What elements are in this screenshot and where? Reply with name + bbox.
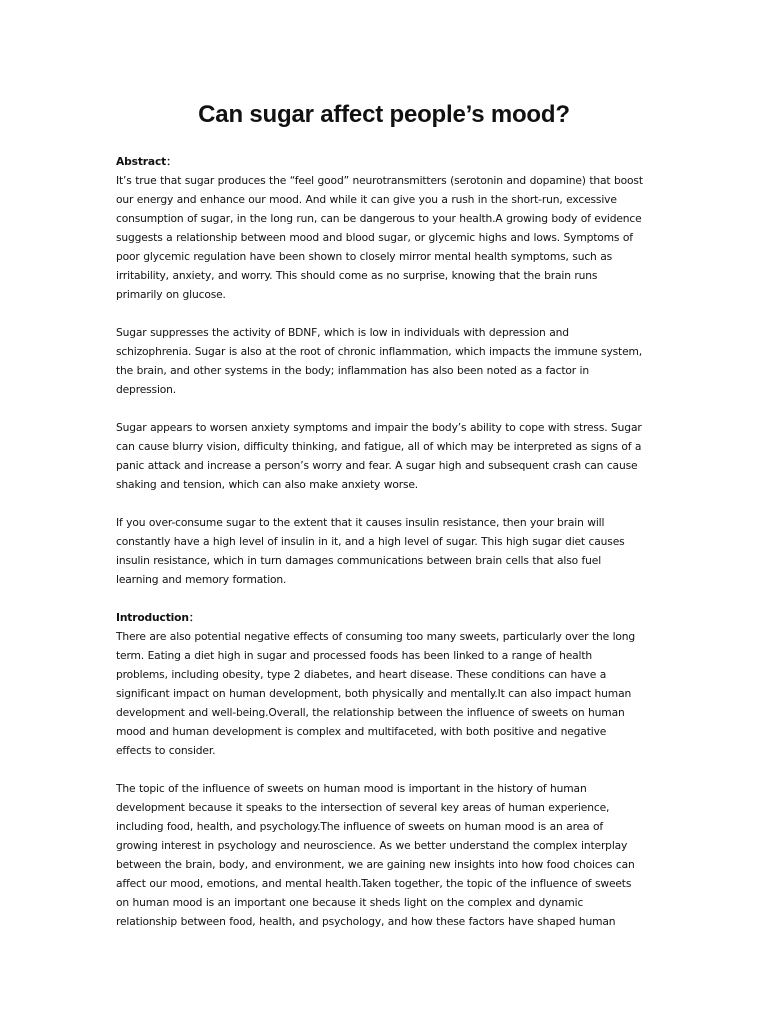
introduction-heading: Introduction：	[116, 611, 200, 624]
document-body	[116, 152, 644, 931]
introduction-paragraph-2: The topic of the influence of sweets on human mood is important in the history of human development because it speaks to the intersection of several key areas of human experience, including food, health, and psychology.The influence of sweets on human mood is an area of growing interest in psychology and neuroscience. As we better understand the complex interplay between the brain, body, and environment, we are gaining new insights into how food choices can affect our mood, emotions, and mental health.Taken together, the topic of the influence of sweets on human mood is an important one because it sheds light on the complex and dynamic relationship between food, health, and psychology, and how these factors have shaped human	[116, 782, 635, 928]
abstract-paragraph-2: Sugar suppresses the activity of BDNF, which is low in individuals with depression and schizophrenia. Sugar is also at the root of chronic inflammation, which impacts the immune system, the brain, and other systems in the body; inflammation has also been noted as a factor in depression.	[116, 326, 643, 396]
abstract-heading: Abstract：	[116, 155, 177, 168]
abstract-paragraph-1: It’s true that sugar produces the “feel good” neurotransmitters (serotonin and dopamine) that boost our energy and enhance our mood. And while it can give you a rush in the short-run, excessive consumption of sugar, in the long run, can be dangerous to your health.A growing body of evidence suggests a relationship between mood and blood sugar, or glycemic highs and lows. Symptoms of poor glycemic regulation have been shown to closely mirror mental health symptoms, such as irritability, anxiety, and worry. This should come as no surprise, knowing that the brain runs primarily on glucose.	[116, 174, 643, 301]
abstract-paragraph-3: Sugar appears to worsen anxiety symptoms and impair the body’s ability to cope with stress. Sugar can cause blurry vision, difficulty thinking, and fatigue, all of which may be interpreted as signs of a panic attack and increase a person’s worry and fear. A sugar high and subsequent crash can cause shaking and tension, which can also make anxiety worse.	[116, 421, 642, 491]
page-title: Can sugar affect people’s mood?	[198, 101, 570, 128]
abstract-paragraph-4: If you over-consume sugar to the extent that it causes insulin resistance, then your brain will constantly have a high level of insulin in it, and a high level of sugar. This high sugar diet causes insulin resistance, which in turn damages communications between brain cells that also fuel learning and memory formation.	[116, 516, 625, 586]
introduction-paragraph-1: There are also potential negative effects of consuming too many sweets, particularly over the long term. Eating a diet high in sugar and processed foods has been linked to a range of health problems, including obesity, type 2 diabetes, and heart disease. These conditions can have a significant impact on human development, both physically and mentally.It can also impact human development and well-being.Overall, the relationship between the influence of sweets on human mood and human development is complex and multifaceted, with both positive and negative effects to consider.	[116, 630, 636, 757]
